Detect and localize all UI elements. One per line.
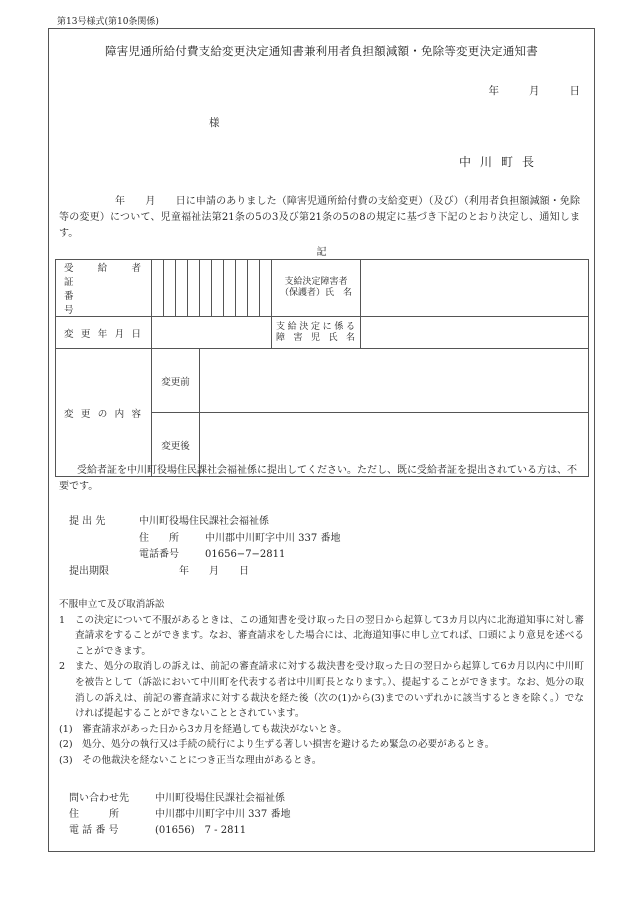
before-label: 変更前 bbox=[152, 349, 200, 413]
contact-value: 中川町役場住民課社会福祉係 bbox=[155, 793, 285, 804]
digit-cell bbox=[188, 260, 200, 317]
submit-deadline-value: 年 月 日 bbox=[179, 565, 249, 577]
submit-addr-label: 住 所 bbox=[139, 532, 179, 544]
appeal-paragraph-2: 2 また、処分の取消しの訴えは、前記の審査請求に対する裁決書を受け取った日の翌日から起算して6カ月以内に中川町を被告として（訴訟において中川町を代表する者は中川町長となります。）、提起することができます。なお、処分の取消しの訴えは、前記の審査請求に対する裁決を経た後（次の(1)から(3)までのいずれかに該当するときを除く。）でなければ提起することができないこととされています。 bbox=[59, 661, 584, 720]
digit-cell bbox=[248, 260, 260, 317]
contact-row bbox=[69, 807, 290, 823]
intro-paragraph: 年 月 日に申請のありました（障害児通所給付費の支給変更）（及び）（利用者負担額減額・免除等の変更）について、児童福祉法第21条の5の3及び第21条の5の8の規定に基づき下記のとおり決定し、通知します。 bbox=[59, 196, 580, 239]
submission-info bbox=[69, 514, 340, 580]
digit-cell bbox=[164, 260, 176, 317]
contact-label: 住 所 bbox=[69, 809, 119, 820]
submit-dest-row bbox=[69, 514, 340, 531]
date-day: 日 bbox=[569, 85, 580, 97]
change-date-label: 変更年月日 bbox=[56, 317, 152, 349]
issue-date bbox=[489, 83, 581, 98]
digit-cell bbox=[212, 260, 224, 317]
child-name-label: 支給決定に係る 障害児氏名 bbox=[272, 317, 361, 349]
appeal-paragraph-1: 1 この決定について不服があるときは、この通知書を受け取った日の翌日から起算して3カ月以内に北海道知事に対し審査請求をすることができます。なお、審査請求をした場合には、北海道知事に申し立てれば、口頭により意見を述べることができます。 bbox=[59, 614, 584, 657]
contact-value: 中川郡中川町字中川 337 番地 bbox=[155, 809, 291, 820]
submit-addr-row bbox=[69, 531, 340, 548]
issuer-mayor: 中川町長 bbox=[459, 155, 544, 169]
digit-cell bbox=[236, 260, 248, 317]
submit-tel-value: 01656−7−2811 bbox=[205, 549, 286, 560]
change-content-label: 変更の内容 bbox=[56, 349, 152, 477]
before-value bbox=[200, 349, 589, 413]
submit-deadline-label: 提出期限 bbox=[69, 565, 109, 577]
appeal-item-2: (2) 処分、処分の執行又は手続の続行により生ずる著しい損害を避けるため緊急の必要があるとき。 bbox=[59, 739, 495, 751]
date-month: 月 bbox=[529, 85, 540, 97]
appeal-item-1: (1) 審査請求があった日から3カ月を経過しても裁決がないとき。 bbox=[59, 723, 347, 735]
document-frame bbox=[48, 28, 595, 852]
appeal-section bbox=[59, 597, 584, 769]
change-date-value bbox=[152, 317, 272, 349]
child-name-value bbox=[361, 317, 589, 349]
submit-tel-row bbox=[69, 547, 340, 564]
submit-addr-value: 中川郡中川町字中川 337 番地 bbox=[205, 532, 341, 544]
submit-tel-label: 電話番号 bbox=[139, 549, 179, 560]
submit-dest-label: 提 出 先 bbox=[69, 516, 106, 527]
decision-table bbox=[55, 259, 589, 477]
date-year: 年 bbox=[488, 85, 499, 97]
digit-cell bbox=[260, 260, 272, 317]
submission-notice: 受給者証を中川町役場住民課社会福祉係に提出してください。ただし、既に受給者証を提出されている方は、不要です。 bbox=[59, 465, 577, 492]
form-number: 第13号様式(第10条関係) bbox=[57, 17, 159, 27]
submit-deadline-row bbox=[69, 564, 340, 581]
contact-label: 問い合わせ先 bbox=[69, 793, 129, 804]
guardian-name-label: 支給決定障害者 （保護者）氏 名 bbox=[272, 260, 361, 317]
submit-dest-value: 中川町役場住民課社会福祉係 bbox=[139, 516, 269, 527]
appeal-item-3: (3) その他裁決を経ないことにつき正当な理由があるとき。 bbox=[59, 754, 322, 766]
addressee-suffix: 様 bbox=[209, 117, 220, 129]
recipient-no-label: 受 給 者 証 番 号 bbox=[56, 260, 152, 317]
document-title: 障害児通所給付費支給変更決定通知書兼利用者負担額減額・免除等変更決定通知書 bbox=[105, 44, 538, 58]
digit-cell bbox=[224, 260, 236, 317]
contact-row bbox=[69, 823, 290, 839]
ki-heading: 記 bbox=[316, 247, 327, 258]
digit-cell bbox=[176, 260, 188, 317]
after-label: 変更後 bbox=[152, 413, 200, 477]
contact-info bbox=[69, 791, 290, 839]
contact-row bbox=[69, 791, 290, 807]
contact-label: 電 話 番 号 bbox=[69, 825, 119, 836]
contact-value: (01656) 7 - 2811 bbox=[155, 825, 247, 836]
appeal-heading: 不服申立て及び取消訴訟 bbox=[59, 599, 165, 610]
guardian-name-value bbox=[361, 260, 589, 317]
digit-cell bbox=[200, 260, 212, 317]
